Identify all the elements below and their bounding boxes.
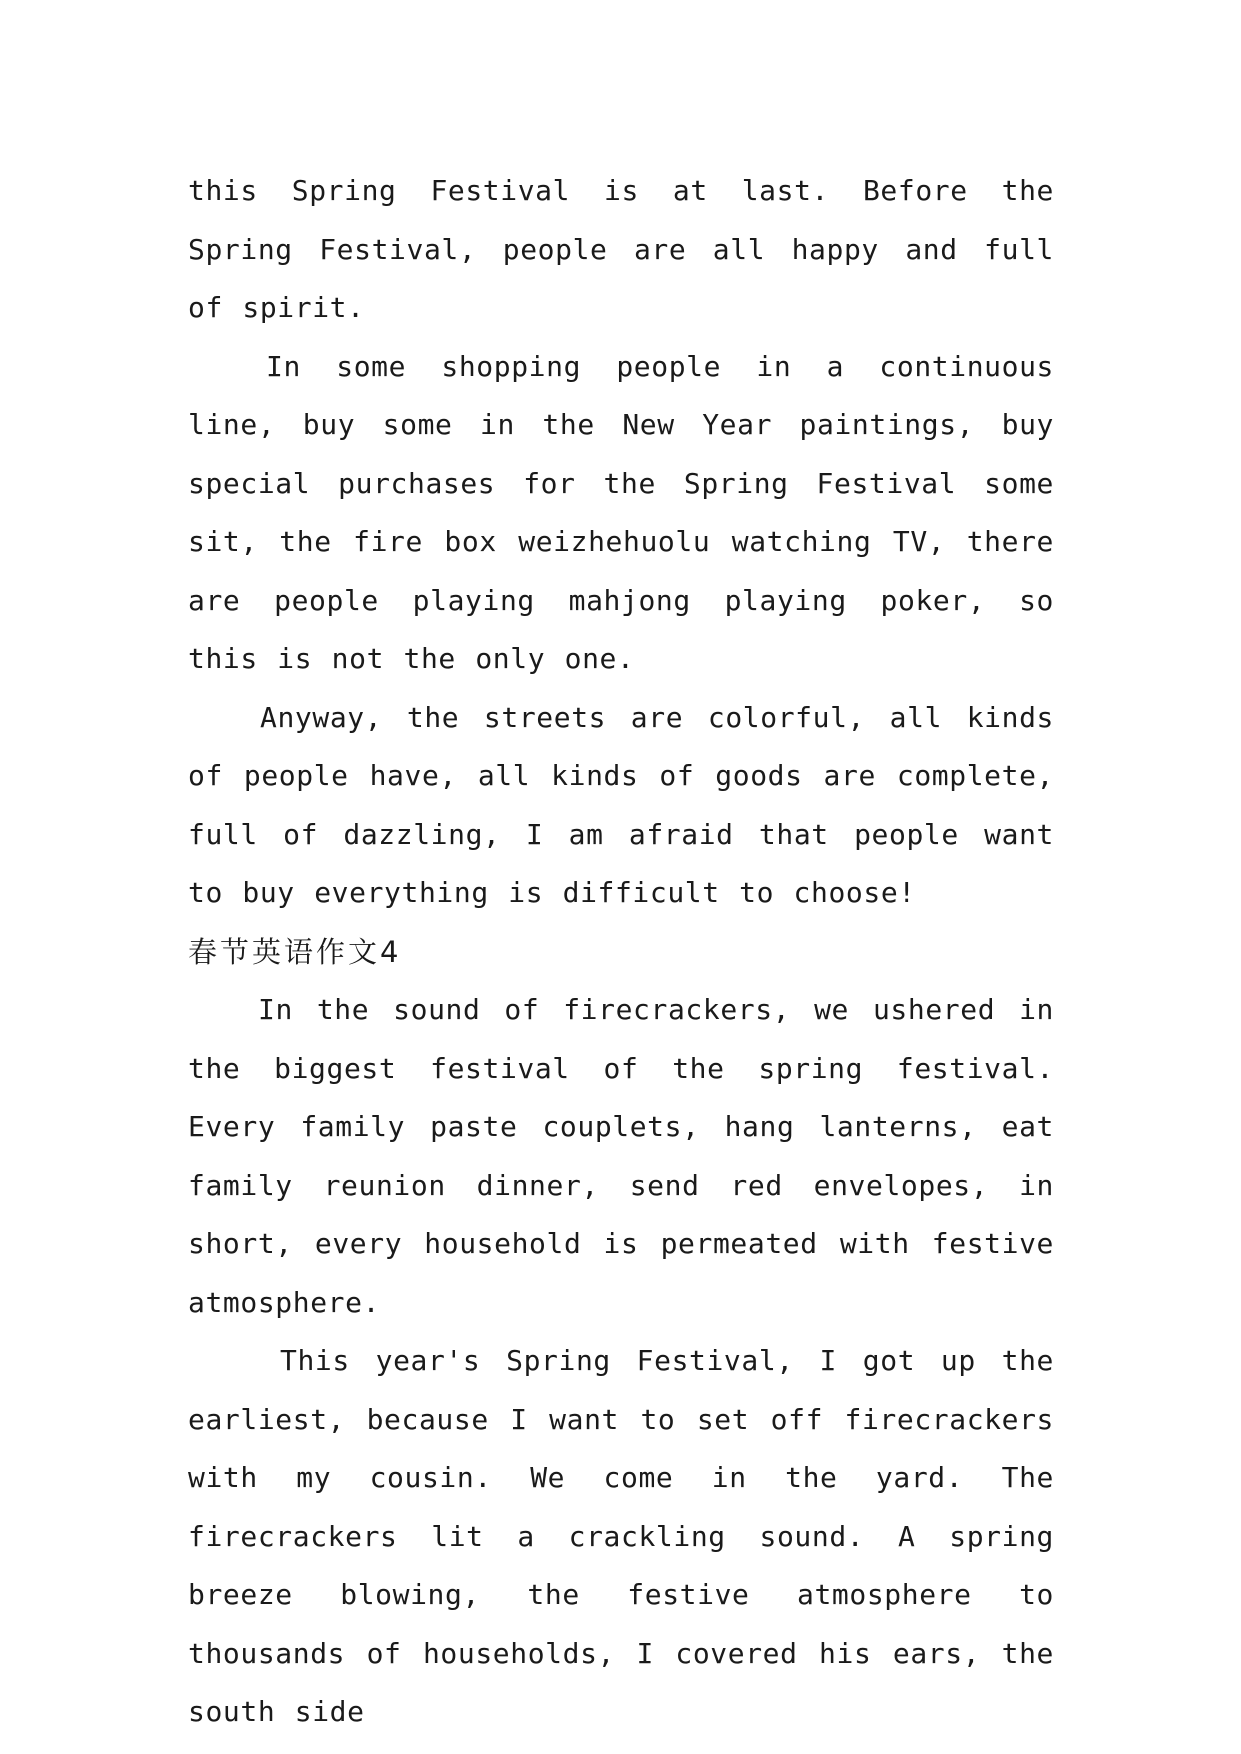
paragraph: In some shopping people in a continuous line, buy some in the New Year paintings, buy special purchases for the Spring Festival some sit, the fire box weizhehuolu watching TV, there are people playing mahjong playing poker, so this is not the only one. bbox=[188, 349, 1054, 675]
paragraph: this Spring Festival is at last. Before the Spring Festival, people are all happy and full of spirit. bbox=[188, 174, 1054, 324]
document-body bbox=[188, 162, 1054, 1742]
paragraph: This year's Spring Festival, I got up the earliest, because I want to set off firecrackers with my cousin. We come in the yard. The firecrackers lit a crackling sound. A spring breeze blowing, the festive atmosphere to thousands of households, I covered his ears, the south side bbox=[188, 1344, 1054, 1728]
section-heading: 春节英语作文4 bbox=[188, 934, 402, 969]
paragraph: In the sound of firecrackers, we ushered in the biggest festival of the spring festival. Every family paste couplets, hang lanterns, eat family reunion dinner, send red envelopes, in short, every household is permeated with festive atmosphere. bbox=[188, 993, 1054, 1319]
paragraph: Anyway, the streets are colorful, all kinds of people have, all kinds of goods are complete, full of dazzling, I am afraid that people want to buy everything is difficult to choose! bbox=[188, 700, 1054, 909]
